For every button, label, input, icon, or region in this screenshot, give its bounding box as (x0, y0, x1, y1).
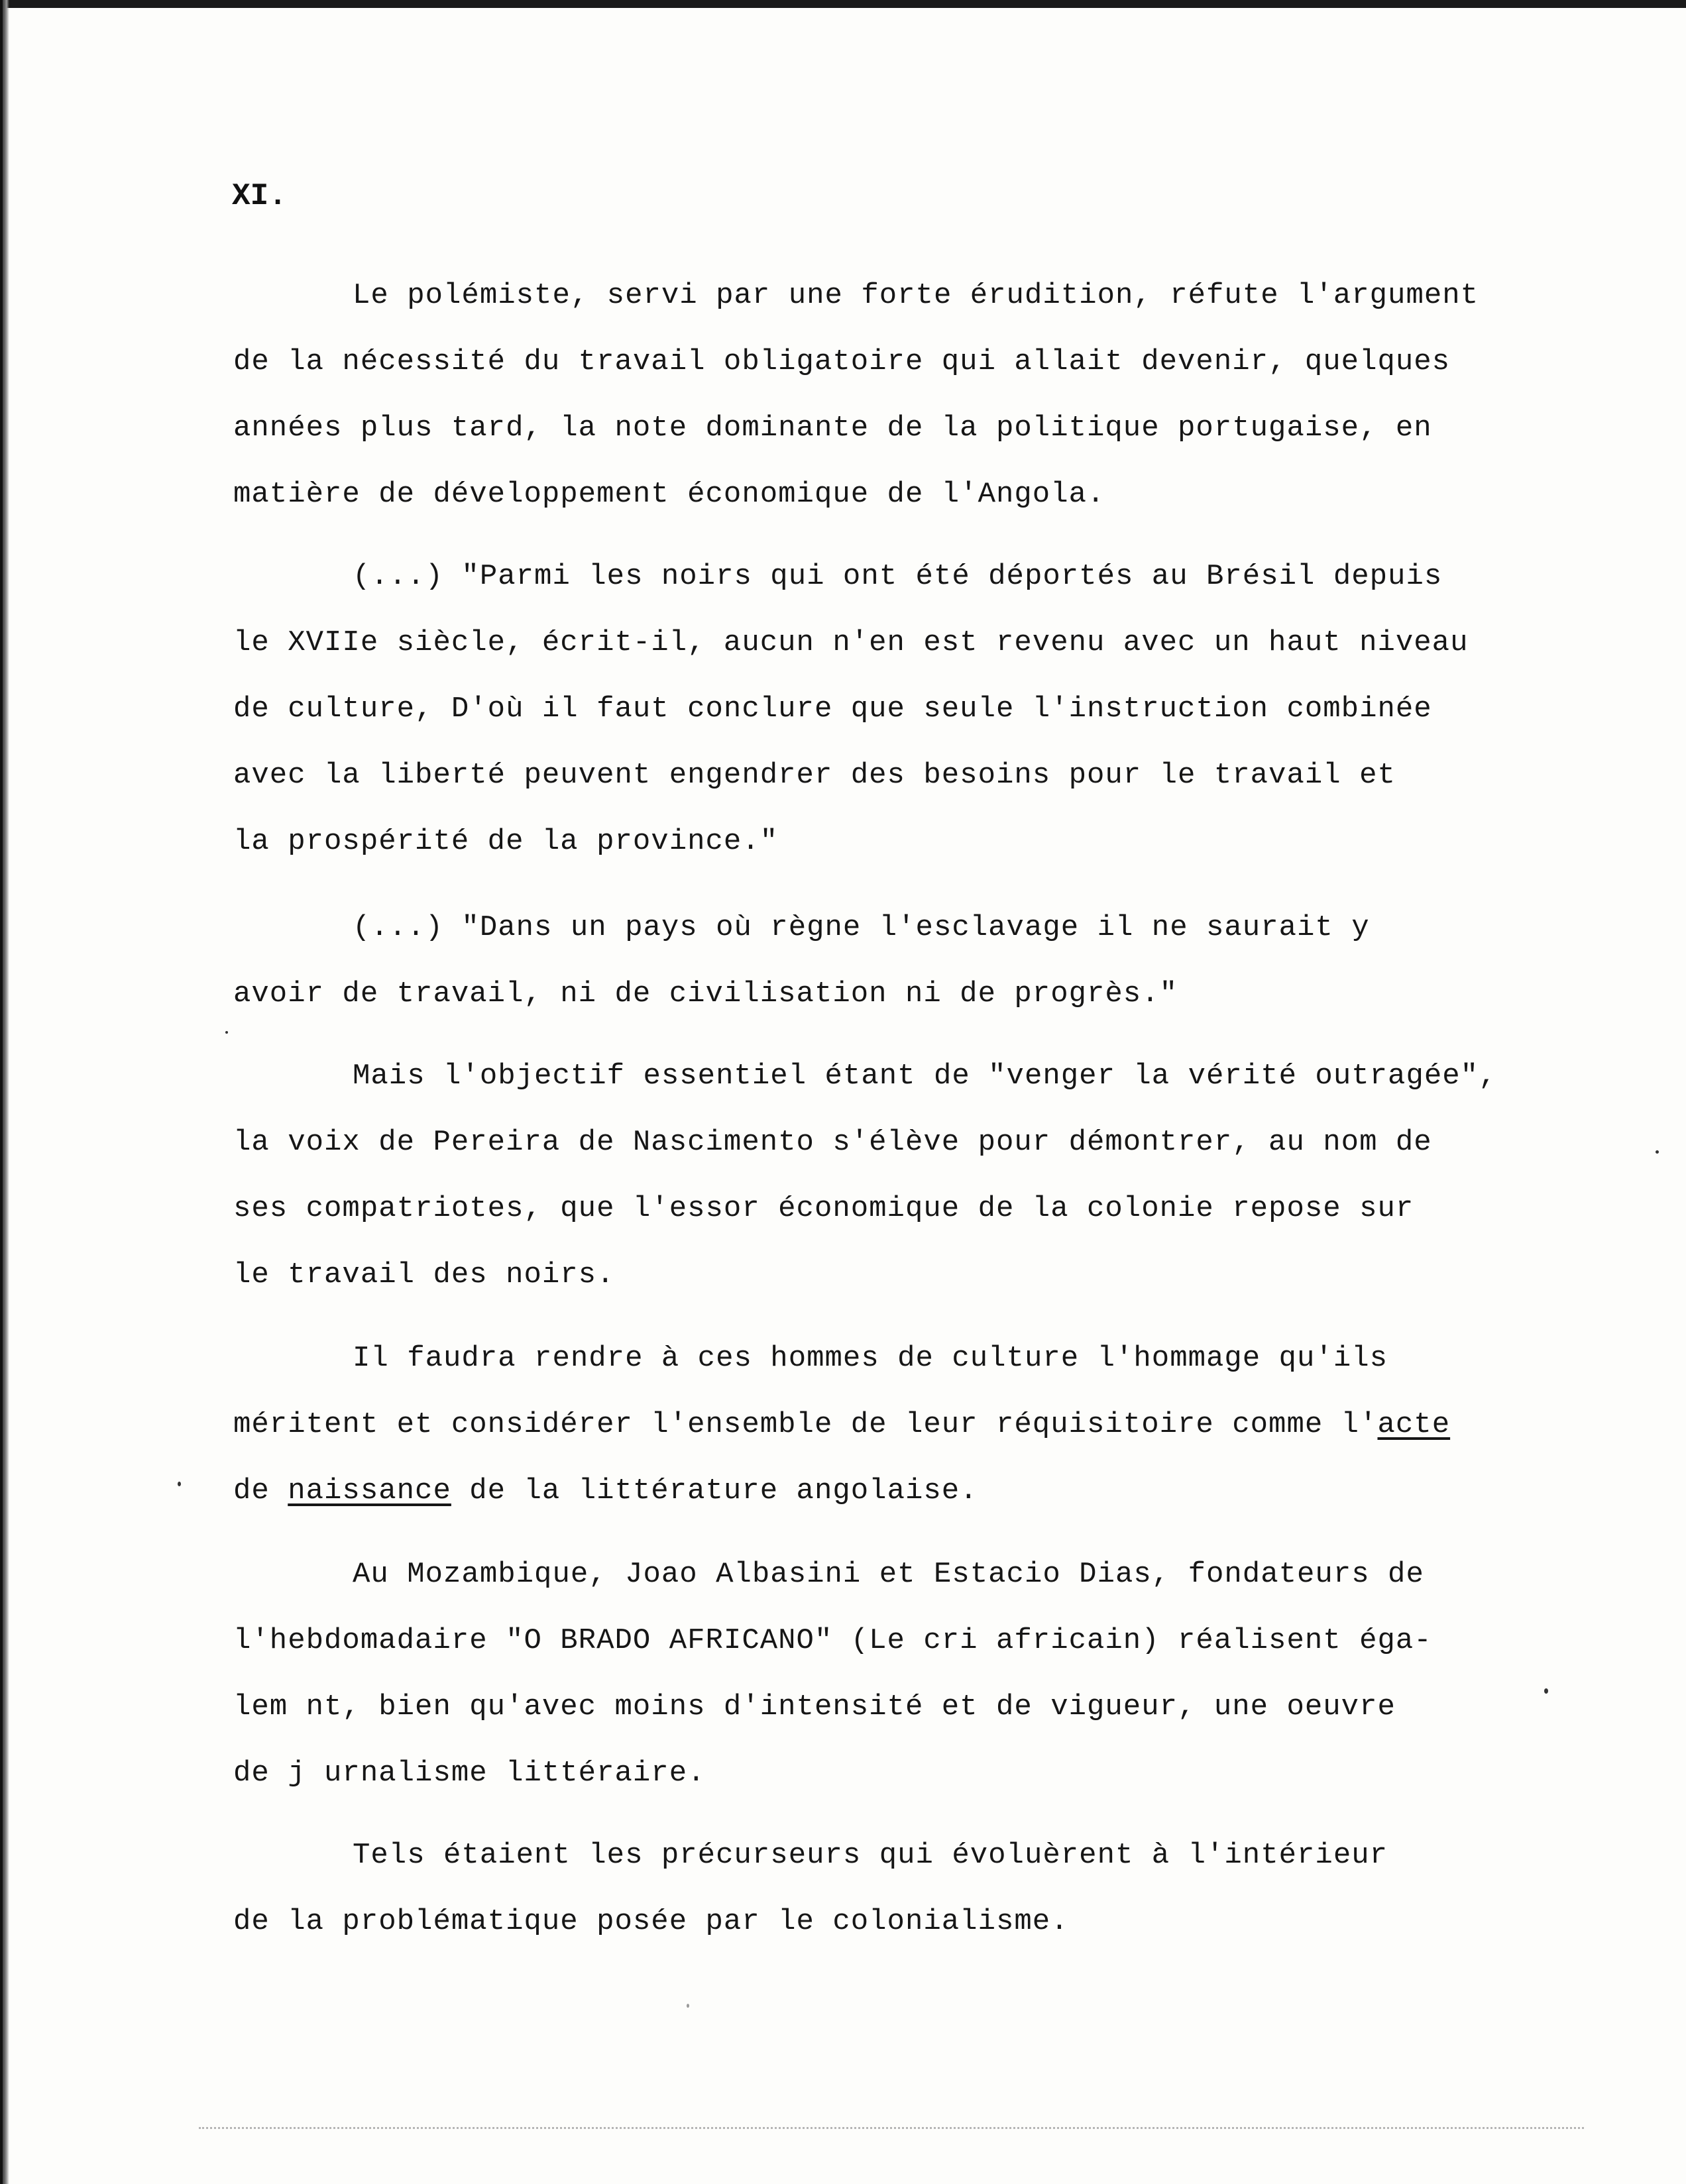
paragraph-4-line-2: la voix de Pereira de Nascimento s'élève pour démontrer, au nom de (233, 1126, 1432, 1159)
paragraph-7-line-1: Tels étaient les précurseurs qui évoluèrent à l'intérieur (353, 1839, 1388, 1872)
paragraph-5-line-2 (233, 1405, 1450, 1445)
bottom-rule (199, 2127, 1584, 2129)
paragraph-1-line-2: de la nécessité du travail obligatoire qui allait devenir, quelques (233, 345, 1451, 378)
page-number: XI. (232, 179, 287, 213)
paragraph-6-line-3: lem nt, bien qu'avec moins d'intensité et de vigueur, une oeuvre (233, 1690, 1396, 1723)
paragraph-3-line-2: avoir de travail, ni de civilisation ni de progrès." (233, 977, 1178, 1010)
paragraph-5-line-3-start: de (233, 1474, 288, 1507)
underlined-word-naissance: naissance (288, 1474, 451, 1507)
paragraph-5-line-3-end: de la littérature angolaise. (451, 1474, 978, 1507)
paragraph-3-line-1: (...) "Dans un pays où règne l'esclavage il ne saurait y (353, 911, 1370, 944)
paragraph-4-line-4: le travail des noirs. (233, 1258, 615, 1291)
paragraph-2-line-4: avec la liberté peuvent engendrer des besoins pour le travail et (233, 759, 1396, 792)
paragraph-6-line-2: l'hebdomadaire "O BRADO AFRICANO" (Le cri africain) réalisent éga- (233, 1624, 1432, 1657)
ink-speck (687, 2004, 689, 2008)
paragraph-1-line-4: matière de développement économique de l'Angola. (233, 478, 1105, 511)
paragraph-2-line-3: de culture, D'où il faut conclure que seule l'instruction combinée (233, 692, 1432, 726)
ink-speck (225, 1031, 228, 1034)
paragraph-6-line-4: de j urnalisme littéraire. (233, 1757, 706, 1790)
paragraph-2-line-5: la prospérité de la province." (233, 825, 779, 858)
paragraph-5-line-1: Il faudra rendre à ces hommes de culture l'hommage qu'ils (353, 1342, 1388, 1375)
body-text (233, 0, 1585, 1938)
paragraph-1-line-3: années plus tard, la note dominante de la politique portugaise, en (233, 411, 1432, 445)
ink-speck (1656, 1150, 1659, 1154)
paragraph-1-line-1: Le polémiste, servi par une forte érudition, réfute l'argument (353, 279, 1479, 312)
paragraph-5-line-3 (233, 1471, 978, 1511)
paragraph-6-line-1: Au Mozambique, Joao Albasini et Estacio Dias, fondateurs de (353, 1558, 1424, 1591)
underlined-word-acte: acte (1377, 1408, 1451, 1441)
paragraph-2-line-2: le XVIIe siècle, écrit-il, aucun n'en est revenu avec un haut niveau (233, 626, 1469, 659)
paragraph-4-line-3: ses compatriotes, que l'essor économique de la colonie repose sur (233, 1192, 1414, 1225)
scan-left-edge-dark (0, 0, 3, 2184)
paragraph-4-line-1: Mais l'objectif essentiel étant de "venger la vérité outragée", (353, 1060, 1497, 1093)
ink-speck (178, 1482, 181, 1486)
ink-speck (1544, 1688, 1548, 1694)
paragraph-5-line-2-text: méritent et considérer l'ensemble de leur réquisitoire comme l' (233, 1408, 1378, 1441)
paragraph-2-line-1: (...) "Parmi les noirs qui ont été déportés au Brésil depuis (353, 560, 1443, 593)
paragraph-7-line-2: de la problématique posée par le colonialisme. (233, 1905, 1069, 1938)
